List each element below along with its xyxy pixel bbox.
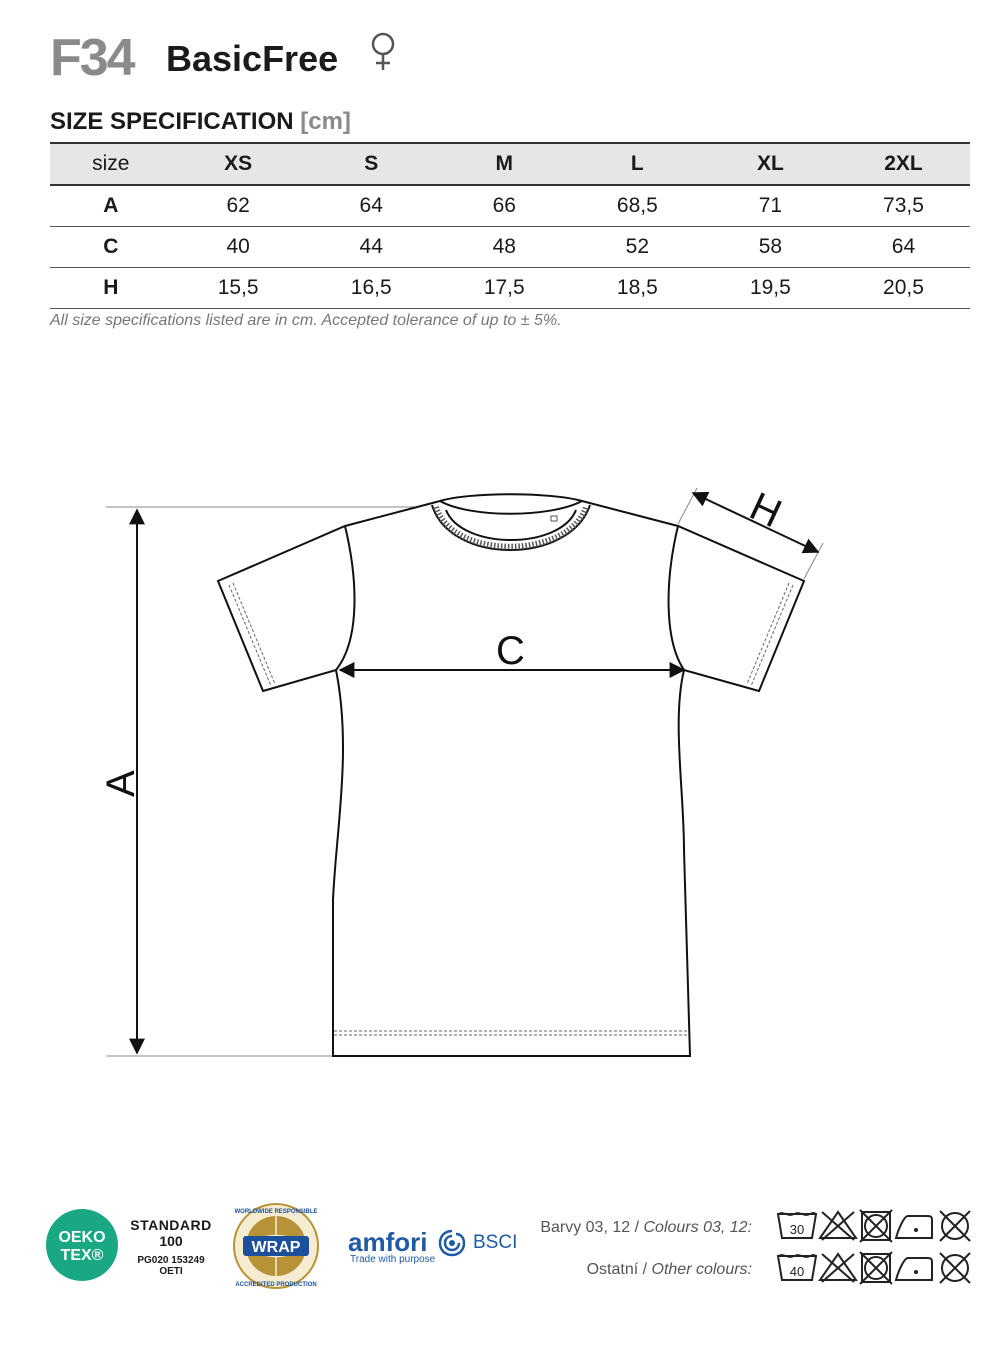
- amfori-tagline: Trade with purpose: [350, 1254, 436, 1265]
- size-col-xs: XS: [224, 152, 253, 175]
- table-cell: 71: [758, 194, 783, 217]
- no-tumble-dry-icon: [860, 1210, 892, 1242]
- size-col-xl: XL: [756, 152, 784, 175]
- spec-unit: [cm]: [300, 108, 351, 135]
- table-cell: 64: [359, 194, 383, 217]
- standard-number: 100: [159, 1233, 183, 1249]
- no-tumble-dry-icon: [860, 1252, 892, 1284]
- table-cell: 73,5: [883, 194, 924, 217]
- colours-label-2-cz: Ostatní /: [586, 1261, 652, 1278]
- tolerance-note: All size specifications listed are in cm. Accepted tolerance of up to ± 5%.: [50, 312, 562, 329]
- standard-code: PG020 153249: [137, 1255, 205, 1266]
- no-bleach-icon: [820, 1254, 856, 1282]
- table-cell: 17,5: [483, 276, 525, 299]
- row-label: H: [103, 276, 119, 299]
- size-header-label: size: [92, 152, 130, 175]
- oeko-tex-logo: [46, 1209, 118, 1281]
- table-row: [50, 227, 970, 268]
- table-cell: 48: [492, 235, 516, 258]
- tex-text: TEX®: [60, 1247, 104, 1264]
- table-row: [50, 268, 970, 309]
- wash-tub-icon: [778, 1213, 816, 1238]
- colours-label-2: [587, 1261, 752, 1279]
- colours-label-1: [540, 1219, 752, 1237]
- tshirt-outline: [218, 494, 804, 1056]
- table-cell: 18,5: [616, 276, 658, 299]
- size-header-row: [50, 143, 970, 185]
- product-code: F34: [50, 29, 134, 87]
- bsci-text: BSCI: [473, 1232, 518, 1253]
- table-cell: 19,5: [749, 276, 791, 299]
- table-cell: 64: [891, 235, 916, 258]
- wash-temp: 30: [789, 1222, 805, 1237]
- wrap-logo: [231, 1202, 321, 1290]
- h-guide-end: [804, 543, 823, 579]
- standard-label: STANDARD: [130, 1217, 212, 1233]
- colours-label-2-en: Other colours:: [651, 1261, 752, 1278]
- spec-title: [50, 108, 351, 136]
- colours-label-1-en: Colours 03, 12:: [643, 1219, 752, 1236]
- table-cell: 16,5: [350, 276, 392, 299]
- c-label: C: [496, 629, 525, 673]
- wash-temp: 40: [789, 1264, 805, 1279]
- size-table: [50, 142, 970, 309]
- table-cell: 40: [226, 235, 250, 258]
- standard-institute: OETI: [159, 1266, 183, 1277]
- table-row: [50, 185, 970, 227]
- row-label: C: [103, 235, 119, 258]
- size-col-s: S: [364, 152, 379, 175]
- colours-label-1-cz: Barvy 03, 12 /: [540, 1219, 644, 1236]
- wrap-ring-top: WORLDWIDE RESPONSIBLE: [234, 1209, 318, 1215]
- oeko-standard-block: [124, 1217, 218, 1277]
- care-row-1: [776, 1208, 976, 1244]
- wrap-text: WRAP: [251, 1239, 301, 1256]
- no-bleach-icon: [820, 1212, 856, 1240]
- size-col-2xl: 2XL: [884, 152, 923, 175]
- oeko-text: OEKO: [58, 1229, 106, 1246]
- table-cell: 58: [758, 235, 783, 258]
- a-label: A: [99, 770, 143, 797]
- amfori-logo-text: amfori: [348, 1227, 428, 1257]
- iron-low-icon: [896, 1258, 932, 1280]
- product-name: BasicFree: [166, 38, 339, 79]
- h-label: H: [743, 484, 788, 537]
- no-dry-clean-icon: [940, 1253, 970, 1283]
- table-cell: 20,5: [883, 276, 924, 299]
- care-row-2: [776, 1250, 976, 1286]
- no-dry-clean-icon: [940, 1211, 970, 1241]
- tshirt-diagram: [0, 470, 1000, 1080]
- amfori-swirl-icon: [437, 1228, 467, 1258]
- female-symbol-icon: [366, 30, 400, 74]
- table-cell: 15,5: [217, 276, 259, 299]
- table-cell: 62: [226, 194, 250, 217]
- table-cell: 66: [492, 194, 516, 217]
- wash-tub-icon: [778, 1255, 816, 1280]
- spec-title-text: SIZE SPECIFICATION: [50, 108, 294, 135]
- iron-low-icon: [896, 1216, 932, 1238]
- size-col-l: L: [630, 152, 644, 175]
- size-col-m: M: [495, 152, 514, 175]
- row-label: A: [103, 194, 119, 217]
- wrap-ring-bottom: ACCREDITED PRODUCTION: [235, 1282, 317, 1288]
- table-cell: 68,5: [616, 194, 658, 217]
- table-cell: 52: [625, 235, 649, 258]
- table-cell: 44: [359, 235, 383, 258]
